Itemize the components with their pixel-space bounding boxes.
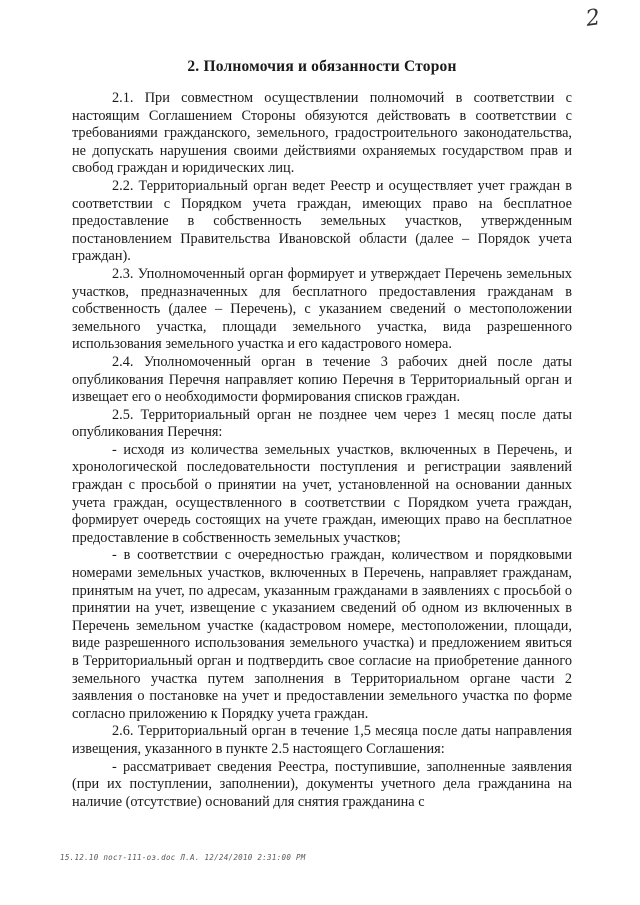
paragraph-2-5: 2.5. Территориальный орган не позднее чем через 1 месяц после даты опубликования Перечня: xyxy=(72,406,572,441)
paragraph-2-5-item-2: - в соответствии с очередностью граждан, количеством и порядковыми номерами земельных участков, включенных в Перечень, направляет гражданам, принятым на учет, по адресам, указанным гражданами в заявлениях с просьбой о принятии на учет, извещение с указанием сведений об одном из включенных в Перечень земельном участке (кадастровом номере, местоположении, площади, виде разрешенного использования земельного участка) и предложением явиться в Территориальный орган и подтвердить свое согласие на приобретение данного земельного участка путем заполнения в Территориальном органе части 2 заявления о постановке на учет и предоставлении земельного участка по форме согласно приложению к Порядку учета граждан. xyxy=(72,547,572,722)
paragraph-2-5-item-1: - исходя из количества земельных участков, включенных в Перечень, и хронологической последовательности поступления и регистрации заявлений граждан с просьбой о принятии на учет, установленной на основании данных учета граждан, осуществленного в соответствии с Порядком учета граждан, формирует очередь состоящих на учете граждан, имеющих право на бесплатное предоставление в собственность земельных участков; xyxy=(72,441,572,546)
paragraph-2-6: 2.6. Территориальный орган в течение 1,5 месяца после даты направления извещения, указанного в пункте 2.5 настоящего Соглашения: xyxy=(72,723,572,757)
document-footer: 15.12.10 пост-111-оз.doc Л.А. 12/24/2010 2:31:00 PM xyxy=(60,853,306,862)
document-body xyxy=(72,58,572,811)
paragraph-2-6-item-1: - рассматривает сведения Реестра, поступившие, заполненные заявления (при их поступлении, заполнении), документы учетного дела гражданина на наличие (отсутствие) оснований для снятия гражданина с xyxy=(72,758,572,810)
section-title: 2. Полномочия и обязанности Сторон xyxy=(187,58,457,75)
paragraph-2-3: 2.3. Уполномоченный орган формирует и утверждает Перечень земельных участков, предназначенных для бесплатного предоставления гражданам в собственность (далее – Перечень), с указанием сведений о местоположении земельного участка, площади земельного участка, вида разрешенного использования земельного участка и его кадастрового номера. xyxy=(72,265,572,353)
paragraph-2-2: 2.2. Территориальный орган ведет Реестр и осуществляет учет граждан в соответствии с Порядком учета граждан, имеющих право на бесплатное предоставление в собственность земельных участков, утвержденным постановлением Правительства Ивановской области (далее – Порядок учета граждан). xyxy=(72,177,572,265)
paragraph-2-4: 2.4. Уполномоченный орган в течение 3 рабочих дней после даты опубликования Перечня направляет копию Перечня в Территориальный орган и извещает его о необходимости формирования списков граждан. xyxy=(72,353,572,406)
paragraph-2-1: 2.1. При совместном осуществлении полномочий в соответствии с настоящим Соглашением Стороны обязуются действовать в соответствии с требованиями гражданского, земельного, градостроительного законодательства, не допускать нарушения своими действиями охраняемых государством прав и свобод граждан и юридических лиц. xyxy=(72,90,572,177)
page-number: 2 xyxy=(584,5,602,32)
